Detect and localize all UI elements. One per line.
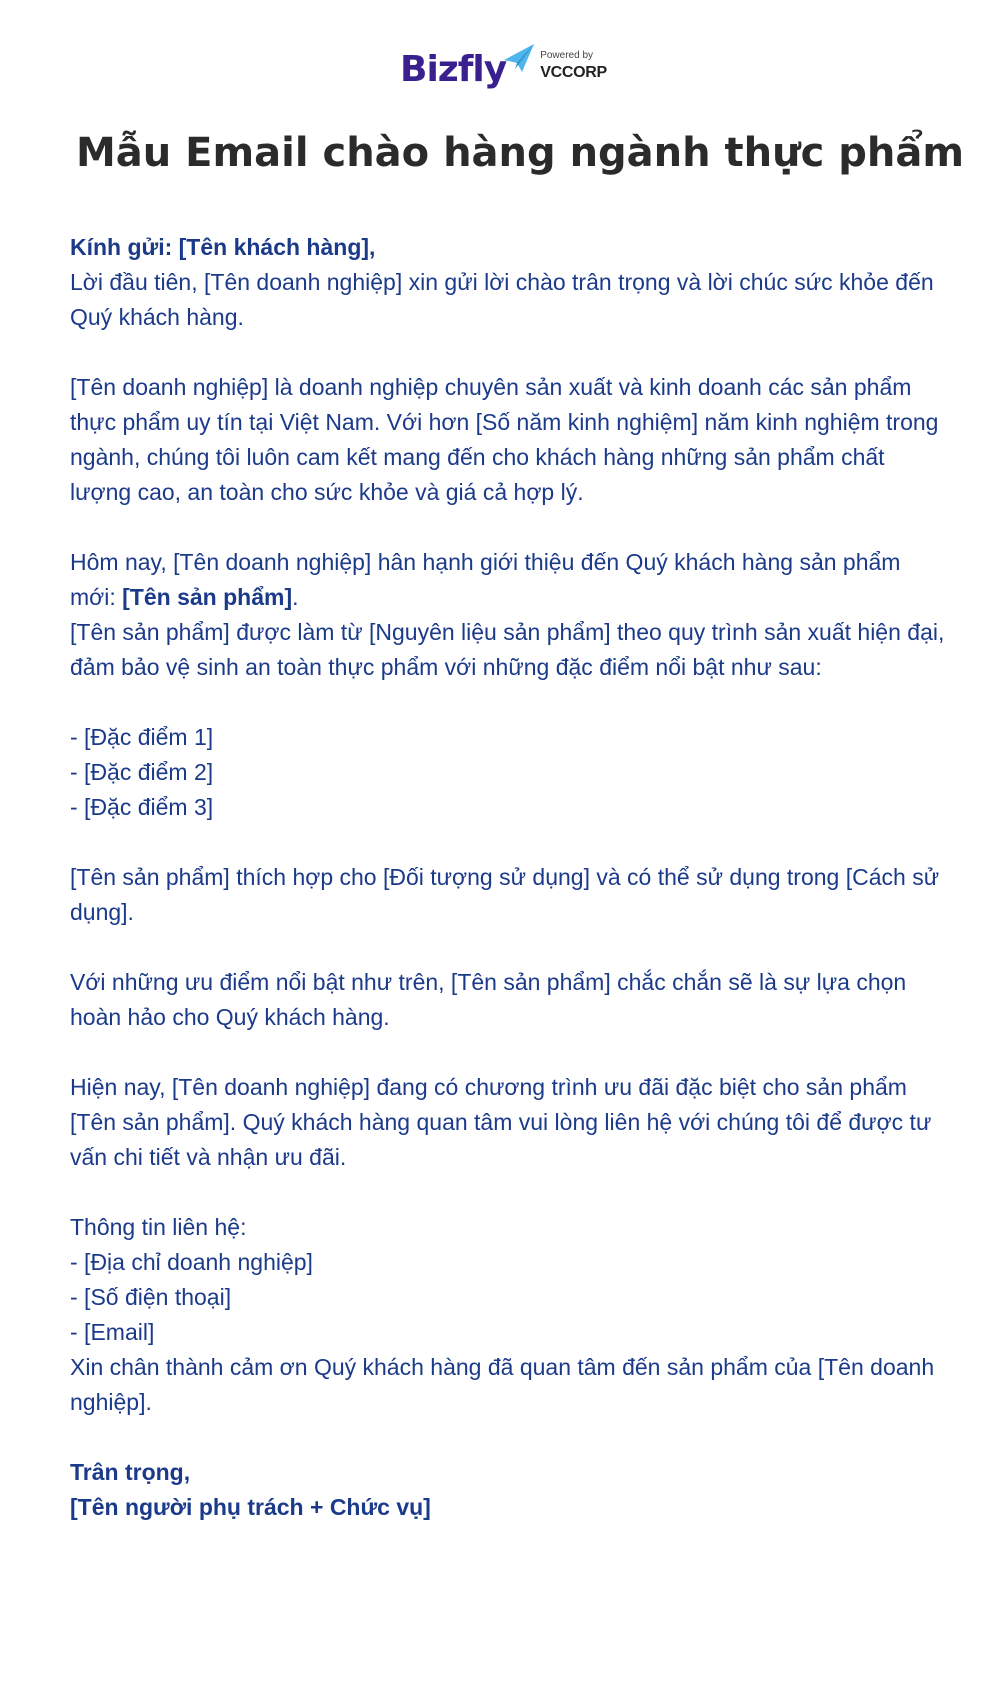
- header: [0, 40, 1000, 110]
- signature-line: [Tên người phụ trách + Chức vụ]: [70, 1494, 431, 1520]
- offer-paragraph: Hiện nay, [Tên doanh nghiệp] đang có chương trình ưu đãi đặc biệt cho sản phẩm [Tên sản phẩm]. Quý khách hàng quan tâm vui lòng liên hệ với chúng tôi để được tư vấn chi tiết và nhận ưu đãi.: [70, 1074, 932, 1170]
- powered-by-label: Powered by: [540, 50, 594, 61]
- contact-item: - [Email]: [70, 1319, 155, 1345]
- product-intro-prefix: Hôm nay, [Tên doanh nghiệp] hân hạnh giới thiệu đến Quý khách hàng sản phẩm mới:: [70, 549, 901, 610]
- contact-heading: Thông tin liên hệ:: [70, 1214, 247, 1240]
- feature-item: - [Đặc điểm 1]: [70, 724, 214, 750]
- thanks-paragraph: Xin chân thành cảm ơn Quý khách hàng đã quan tâm đến sản phẩm của [Tên doanh nghiệp].: [70, 1354, 935, 1415]
- page-title: Mẫu Email chào hàng ngành thực phẩm: [75, 130, 965, 176]
- email-body: [70, 230, 950, 1525]
- feature-item: - [Đặc điểm 2]: [70, 759, 214, 785]
- brand-logo: [400, 48, 607, 108]
- contact-item: - [Địa chỉ doanh nghiệp]: [70, 1249, 313, 1275]
- contact-item: - [Số điện thoại]: [70, 1284, 232, 1310]
- powered-by-badge: [540, 50, 607, 84]
- product-intro-paragraph: [70, 545, 950, 615]
- intro-paragraph: [Tên doanh nghiệp] là doanh nghiệp chuyên sản xuất và kinh doanh các sản phẩm thực phẩm uy tín tại Việt Nam. Với hơn [Số năm kinh nghiệm] năm kinh nghiệm trong ngành, chúng tôi luôn cam kết mang đến cho khách hàng những sản phẩm chất lượng cao, an toàn cho sức khỏe và giá cả hợp lý.: [70, 374, 939, 505]
- product-description: [Tên sản phẩm] được làm từ [Nguyên liệu sản phẩm] theo quy trình sản xuất hiện đại, đảm bảo vệ sinh an toàn thực phẩm với những đặc điểm nổi bật như sau:: [70, 619, 945, 680]
- product-intro-suffix: .: [292, 584, 299, 610]
- advantage-paragraph: Với những ưu điểm nổi bật như trên, [Tên sản phẩm] chắc chắn sẽ là sự lựa chọn hoàn hảo cho Quý khách hàng.: [70, 969, 907, 1030]
- product-name: [Tên sản phẩm]: [122, 584, 293, 610]
- vccorp-logo: VCCORP: [540, 64, 607, 81]
- closing-line: Trân trọng,: [70, 1459, 191, 1485]
- brand-name: Bizfly: [400, 49, 507, 90]
- paper-plane-icon: [502, 42, 536, 76]
- feature-item: - [Đặc điểm 3]: [70, 794, 214, 820]
- greeting: Kính gửi: [Tên khách hàng],: [70, 234, 376, 260]
- opening-paragraph: Lời đầu tiên, [Tên doanh nghiệp] xin gửi lời chào trân trọng và lời chúc sức khỏe đến Quý khách hàng.: [70, 269, 934, 330]
- suitability-paragraph: [Tên sản phẩm] thích hợp cho [Đối tượng sử dụng] và có thể sử dụng trong [Cách sử dụng].: [70, 864, 940, 925]
